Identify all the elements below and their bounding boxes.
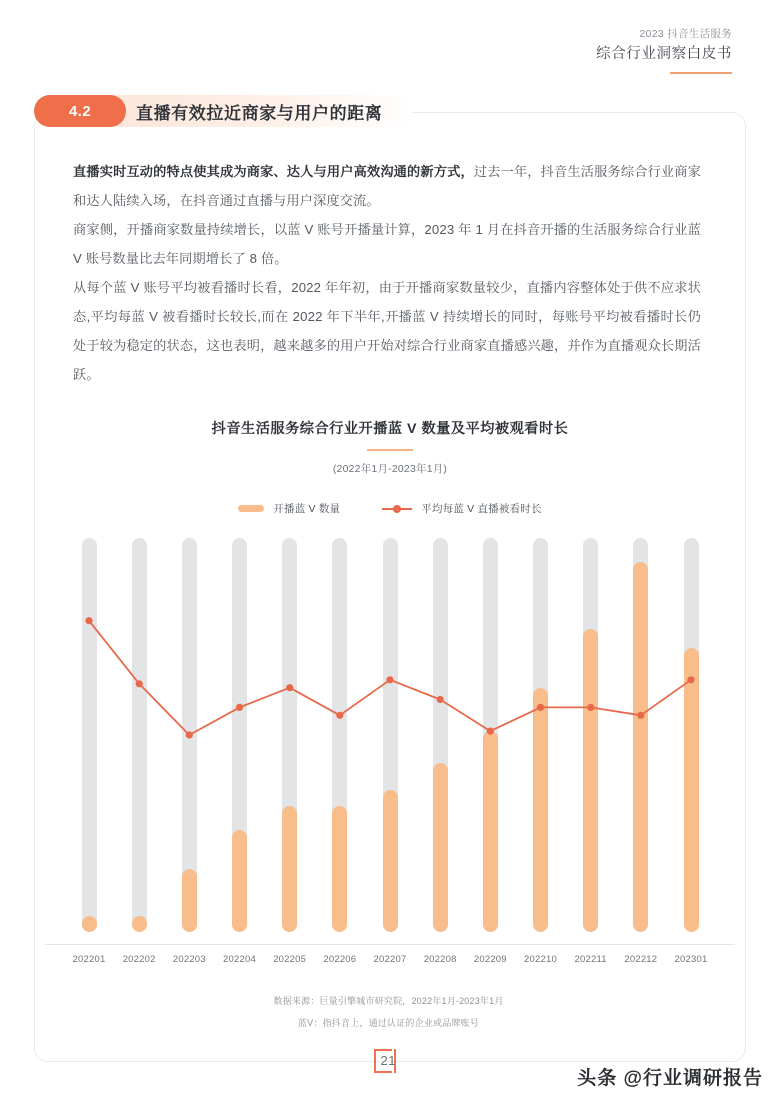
chart-column bbox=[82, 538, 97, 932]
chart-column bbox=[684, 538, 699, 932]
chart-bar bbox=[533, 688, 548, 932]
page-number-value: 21 bbox=[380, 1053, 396, 1068]
x-axis-tick-label: 202201 bbox=[72, 954, 106, 965]
legend-item-line bbox=[382, 501, 541, 516]
chart-column bbox=[332, 538, 347, 932]
x-axis-tick-label: 202210 bbox=[524, 954, 557, 965]
chart-bar bbox=[232, 830, 247, 932]
x-axis-tick-label: 202205 bbox=[273, 954, 307, 965]
x-axis-labels bbox=[45, 954, 735, 974]
chart-column bbox=[232, 538, 247, 932]
chart-bar bbox=[633, 562, 648, 932]
chart-title-underline bbox=[367, 449, 413, 451]
section-number-label: 4.2 bbox=[68, 102, 92, 120]
chart-bar bbox=[182, 869, 197, 932]
bar-swatch-icon bbox=[238, 505, 264, 512]
x-axis-tick-label: 202301 bbox=[674, 954, 708, 965]
chart-plot-area bbox=[45, 538, 735, 932]
chart-column bbox=[282, 538, 297, 932]
chart-bar bbox=[583, 629, 598, 932]
section-number-badge bbox=[34, 95, 126, 127]
x-axis-tick-label: 202209 bbox=[473, 954, 507, 965]
chart-column bbox=[182, 538, 197, 932]
x-axis-tick-label: 202203 bbox=[172, 954, 206, 965]
bar-track bbox=[132, 538, 147, 932]
x-axis-tick-label: 202207 bbox=[373, 954, 407, 965]
chart-footnotes bbox=[0, 990, 777, 1034]
chart-column bbox=[633, 538, 648, 932]
legend-label-bars: 开播蓝 V 数量 bbox=[273, 503, 341, 515]
line-swatch-icon bbox=[382, 504, 412, 513]
x-axis-tick-label: 202211 bbox=[574, 954, 607, 965]
chart-bar bbox=[383, 790, 398, 932]
legend-label-line: 平均每蓝 V 直播被看时长 bbox=[421, 503, 542, 515]
chart-bar bbox=[433, 763, 448, 932]
legend-item-bars bbox=[238, 501, 340, 516]
chart-column bbox=[132, 538, 147, 932]
paragraph-3: 从每个蓝 V 账号平均被看播时长看，2022 年年初，由于开播商家数量较少，直播内容整体处于供不应求状态,平均每蓝 V 被看播时长较长,而在 2022 年下半年,开播蓝 V 持续增长的同时，每账号平均被看播时长仍处于较为稳定的状态，这也表明，越来越多的用户开始对综合行业商家直播感兴趣，并作为直播观众长期活跃。 bbox=[73, 280, 701, 382]
chart-legend bbox=[45, 501, 735, 516]
chart-bar bbox=[332, 806, 347, 932]
x-axis-tick-label: 202208 bbox=[423, 954, 457, 965]
body-copy bbox=[73, 157, 701, 389]
chart-bar bbox=[82, 916, 97, 932]
line-swatch-dot bbox=[393, 505, 401, 513]
x-axis-tick-label: 202206 bbox=[323, 954, 357, 965]
chart-column bbox=[483, 538, 498, 932]
paragraph-2: 商家侧，开播商家数量持续增长，以蓝 V 账号开播量计算，2023 年 1 月在抖音开播的生活服务综合行业蓝 V 账号数量比去年同期增长了 8 倍。 bbox=[73, 222, 701, 266]
footnote-definition: 蓝V：指抖音上，通过认证的企业或品牌账号 bbox=[297, 1018, 479, 1028]
x-axis-line bbox=[45, 944, 735, 945]
page-title: 直播有效拉近商家与用户的距离 bbox=[136, 103, 383, 123]
chart-block bbox=[45, 418, 735, 974]
chart-bar bbox=[132, 916, 147, 932]
document-header bbox=[596, 26, 732, 74]
chart-bar bbox=[483, 731, 498, 932]
paragraph-1-rest: 过去一年，抖音生活服务综合行业商家和达人陆续入场，在抖音通过直播与用户深度交流。 bbox=[73, 164, 701, 208]
paragraph-1-lead: 直播实时互动的特点使其成为商家、达人与用户高效沟通的新方式， bbox=[73, 164, 474, 179]
x-axis-tick-label: 202204 bbox=[223, 954, 256, 965]
chart-column bbox=[383, 538, 398, 932]
header-line-1: 2023 抖音生活服务 bbox=[639, 28, 732, 40]
page-number bbox=[374, 1049, 404, 1079]
header-underline bbox=[670, 72, 732, 74]
chart-column bbox=[583, 538, 598, 932]
header-line-2: 综合行业洞察白皮书 bbox=[596, 46, 732, 62]
watermark: 头条 @行业调研报告 bbox=[577, 1068, 763, 1089]
x-axis-tick-label: 202212 bbox=[624, 954, 658, 965]
chart-column bbox=[433, 538, 448, 932]
footnote-source: 数据来源：巨量引擎城市研究院，2022年1月-2023年1月 bbox=[273, 996, 504, 1006]
chart-column bbox=[533, 538, 548, 932]
chart-bar bbox=[684, 648, 699, 932]
chart-bar bbox=[282, 806, 297, 932]
bar-track bbox=[82, 538, 97, 932]
x-axis-tick-label: 202202 bbox=[122, 954, 156, 965]
paragraph-1 bbox=[73, 157, 701, 215]
chart-title: 抖音生活服务综合行业开播蓝 V 数量及平均被观看时长 bbox=[211, 421, 569, 437]
chart-subtitle: (2022年1月-2023年1月) bbox=[332, 463, 448, 475]
